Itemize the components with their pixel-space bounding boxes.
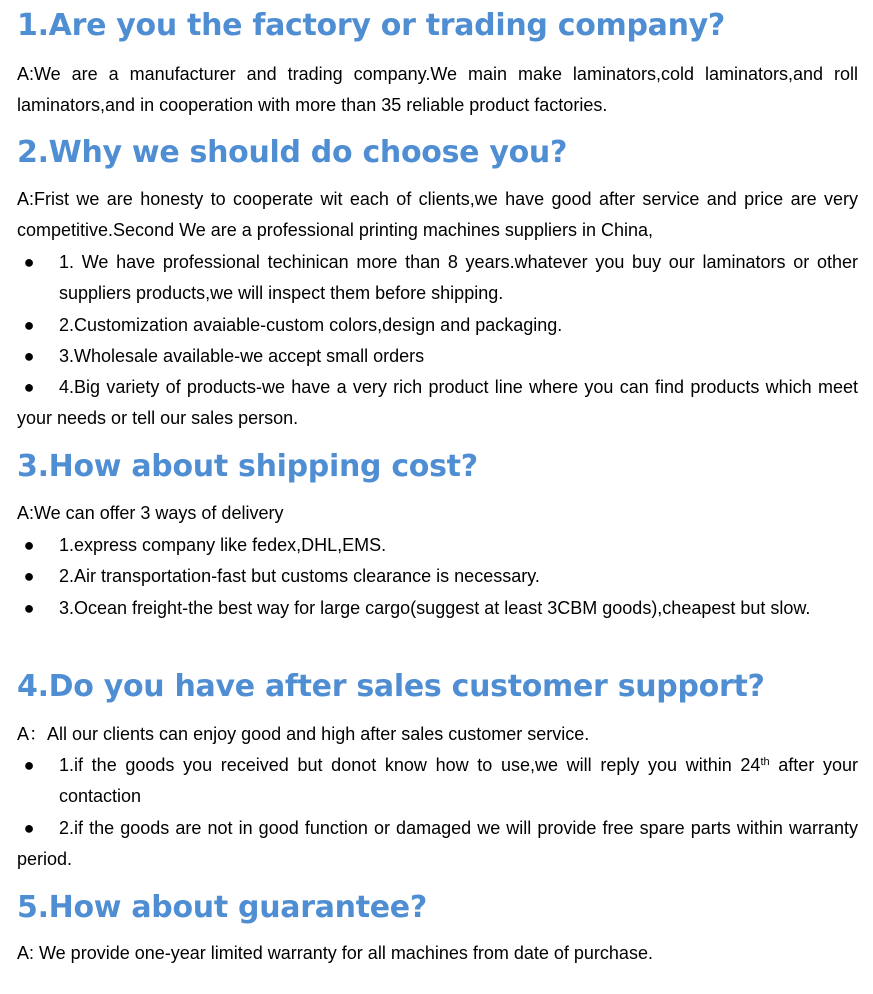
bullet-text: 2.Air transportation-fast but customs clearance is necessary. [59,566,540,586]
faq-heading-3: 3.How about shipping cost? [17,449,478,484]
faq-2-bullet-1 [17,247,858,310]
bullet-text: 2.if the goods are not in good function or damaged we will provide free spare parts within warranty period. [17,818,858,870]
faq-3-bullet-1 [17,530,858,561]
bullet-text-before: 1.if the goods you received but donot know how to use,we will reply you within 24 [59,755,761,775]
bullet-dot: ● [23,598,35,618]
faq-answer-3: A:We can offer 3 ways of delivery [17,503,284,523]
faq-3-bullet-3 [17,593,858,624]
faq-answer-5: A: We provide one-year limited warranty for all machines from date of purchase. [17,943,653,963]
bullet-dot: ● [23,346,35,366]
bullet-text: 2.Customization avaiable-custom colors,design and packaging. [59,315,563,335]
bullet-dot: ● [23,818,35,838]
bullet-text [17,750,858,813]
bullet-text: 4.Big variety of products-we have a very rich product line where you can find products which meet your needs or tell our sales person. [17,377,858,429]
faq-heading-2: 2.Why we should do choose you? [17,135,568,170]
faq-4-bullet-2 [17,813,858,876]
bullet-text: 1.express company like fedex,DHL,EMS. [59,535,387,555]
faq-2-bullet-4 [17,372,858,435]
bullet-dot: ● [23,377,35,397]
bullet-dot: ● [23,566,35,586]
bullet-dot: ● [23,755,35,775]
faq-answer-2: A:Frist we are honesty to cooperate wit each of clients,we have good after service and price are very competitive.Second We are a professional printing machines suppliers in China, [17,189,858,241]
faq-3-bullet-2 [17,561,858,592]
faq-answer-1: A:We are a manufacturer and trading company.We main make laminators,cold laminators,and roll laminators,and in cooperation with more than 35 reliable product factories. [17,64,858,116]
bullet-dot: ● [23,252,35,272]
faq-heading-4: 4.Do you have after sales customer support? [17,669,765,704]
faq-answer-4: A：All our clients can enjoy good and high after sales customer service. [17,724,590,744]
bullet-text: 3.Ocean freight-the best way for large cargo(suggest at least 3CBM goods),cheapest but slow. [59,598,811,618]
faq-heading-5: 5.How about guarantee? [17,890,427,925]
faq-2-bullet-2 [17,310,858,341]
bullet-text: 3.Wholesale available-we accept small orders [59,346,425,366]
bullet-dot: ● [23,315,35,335]
faq-4-bullet-1 [17,750,858,813]
faq-heading-1: 1.Are you the factory or trading company? [17,8,726,43]
bullet-text: 1. We have professional techinican more than 8 years.whatever you buy our laminators or other suppliers products,we will inspect them before shipping. [59,252,858,304]
faq-2-bullet-3 [17,341,858,372]
bullet-text-after: after your contaction [59,755,859,807]
ordinal-suffix: th [760,756,770,768]
bullet-dot: ● [23,535,35,555]
